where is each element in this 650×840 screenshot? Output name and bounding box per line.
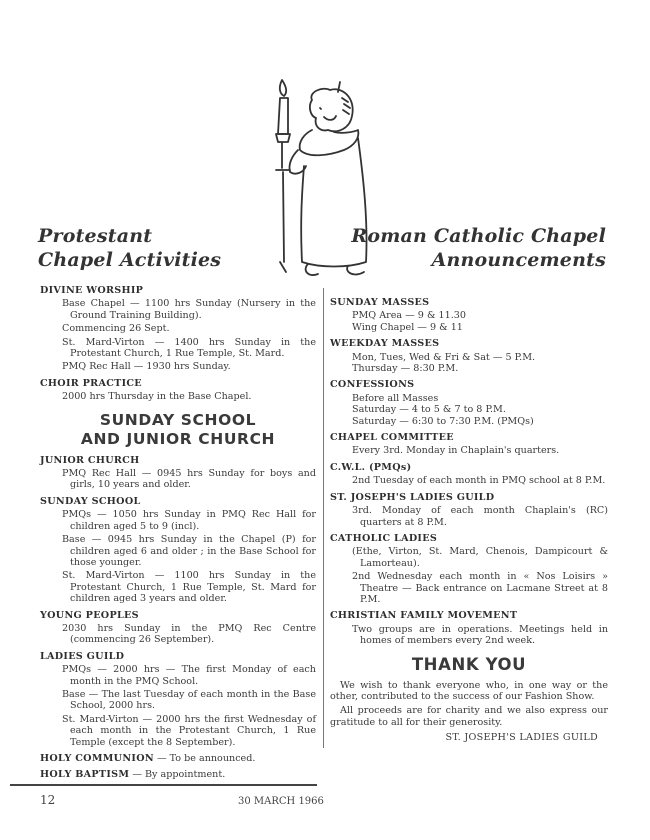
- sunday-school-heading: SUNDAY SCHOOL: [40, 495, 141, 507]
- sunday-school-title-line2: AND JUNIOR CHURCH: [80, 429, 276, 448]
- sunday-school-title: [40, 411, 316, 449]
- cfm-heading: CHRISTIAN FAMILY MOVEMENT: [330, 610, 518, 622]
- list-item: Base Chapel — 1100 hrs Sunday (Nursery in the Ground Training Building).: [62, 298, 316, 321]
- list-item: 2nd Tuesday of each month in PMQ school at 8 P.M.: [352, 475, 606, 487]
- holy-baptism-line: [40, 769, 316, 780]
- list-item: Commencing 26 Sept.: [62, 323, 170, 335]
- catholic-title-line2: Announcements: [431, 249, 606, 271]
- holy-communion-heading: HOLY COMMUNION: [40, 753, 154, 764]
- list-item: PMQs — 1050 hrs Sunday in PMQ Rec Hall for children aged 5 to 9 (incl).: [62, 509, 316, 532]
- monk-head: [310, 89, 353, 132]
- holy-baptism-text: — By appointment.: [129, 769, 226, 781]
- list-item: St. Mard-Virton — 2000 hrs the first Wednesday of each month in the Protestant Church, 1 Rue Temple (except the 8 September).: [62, 713, 316, 748]
- list-item: (Ethe, Virton, St. Mard, Chenois, Dampicourt & Lamorteau).: [352, 546, 608, 569]
- st-josephs-heading: ST. JOSEPH'S LADIES GUILD: [330, 491, 495, 503]
- list-item: St. Mard-Virton — 1100 hrs Sunday in the Protestant Church, 1 Rue Temple, St. Mard for children aged 3 years and older.: [62, 570, 316, 605]
- thank-you-heading: THANK YOU: [411, 654, 527, 674]
- list-item: St. Mard-Virton — 1400 hrs Sunday in the Protestant Church, 1 Rue Temple, St. Mard.: [62, 336, 316, 360]
- monk-hair: [338, 82, 350, 114]
- list-item: Wing Chapel — 9 & 11: [352, 321, 463, 333]
- list-item: Base — The last Tuesday of each month in the Base School, 2000 hrs.: [62, 688, 316, 712]
- list-item: Thursday — 8:30 P.M.: [352, 363, 459, 375]
- list-item: Saturday — 6:30 to 7:30 P.M. (PMQs): [352, 415, 534, 427]
- footer-rule: [10, 784, 317, 786]
- thank-you-paragraph: We wish to thank everyone who, in one way or the other, contributed to the success of our Fashion Show.: [330, 679, 608, 702]
- protestant-title: [38, 224, 221, 272]
- list-item: 2nd Wednesday each month in « Nos Loisirs » Theatre — Back entrance on Lacmane Street at 8 P.M.: [352, 571, 608, 605]
- protestant-title-line1: Protestant: [38, 225, 153, 247]
- holy-communion-line: [40, 753, 316, 764]
- list-item: Saturday — 4 to 5 & 7 to 8 P.M.: [352, 404, 506, 416]
- cwl-heading: C.W.L. (PMQs): [330, 461, 412, 473]
- holy-communion-text: — To be announced.: [153, 753, 256, 764]
- catholic-column: [330, 292, 608, 744]
- list-item: 2000 hrs Thursday in the Base Chapel.: [62, 391, 252, 403]
- sunday-masses-heading: SUNDAY MASSES: [330, 297, 430, 308]
- column-divider: [323, 288, 324, 748]
- candlestick: [276, 134, 290, 272]
- list-item: 3rd. Monday of each month Chaplain's (RC) quarters at 8 P.M.: [352, 505, 608, 528]
- catholic-title-line1: Roman Catholic Chapel: [351, 225, 606, 247]
- candle: [278, 98, 288, 134]
- list-item: Every 3rd. Monday in Chaplain's quarters.: [352, 445, 560, 457]
- protestant-column: [40, 280, 316, 781]
- sunday-school-title-line1: SUNDAY SCHOOL: [99, 410, 257, 429]
- issue-date: 30 MARCH 1966: [238, 796, 324, 807]
- list-item: PMQ Area — 9 & 11.30: [352, 310, 467, 322]
- candle-flame: [280, 80, 286, 96]
- choir-practice-heading: CHOIR PRACTICE: [40, 377, 142, 389]
- list-item: 2030 hrs Sunday in the PMQ Rec Centre (commencing 26 September).: [62, 622, 316, 646]
- young-peoples-heading: YOUNG PEOPLES: [40, 609, 139, 621]
- page-number: 12: [40, 793, 56, 807]
- junior-church-heading: JUNIOR CHURCH: [40, 454, 140, 466]
- list-item: Mon, Tues, Wed & Fri & Sat — 5 P.M.: [352, 351, 536, 363]
- divine-worship-heading: DIVINE WORSHIP: [40, 285, 144, 296]
- list-item: PMQ Rec Hall — 0945 hrs Sunday for boys and girls, 10 years and older.: [62, 468, 316, 491]
- thank-you-paragraph: All proceeds are for charity and we also express our gratitude to all for their generosity.: [330, 705, 608, 728]
- confessions-heading: CONFESSIONS: [330, 379, 415, 391]
- list-item: Before all Masses: [352, 392, 439, 404]
- chapel-committee-heading: CHAPEL COMMITTEE: [330, 432, 454, 444]
- thank-you-signature: ST. JOSEPH'S LADIES GUILD: [445, 732, 598, 744]
- catholic-ladies-heading: CATHOLIC LADIES: [330, 532, 438, 544]
- catholic-title: [351, 224, 606, 272]
- weekday-masses-heading: WEEKDAY MASSES: [330, 338, 440, 350]
- holy-baptism-heading: HOLY BAPTISM: [40, 769, 130, 781]
- list-item: Base — 0945 hrs Sunday in the Chapel (P) for children aged 6 and older ; in the Base School for those younger.: [62, 534, 316, 568]
- protestant-title-line2: Chapel Activities: [38, 249, 222, 271]
- ladies-guild-heading: LADIES GUILD: [40, 650, 125, 662]
- list-item: PMQ Rec Hall — 1930 hrs Sunday.: [62, 361, 231, 373]
- monk-face: [320, 108, 336, 120]
- list-item: PMQs — 2000 hrs — The first Monday of each month in the PMQ School.: [62, 664, 316, 687]
- list-item: Two groups are in operations. Meetings held in homes of members every 2nd week.: [352, 623, 608, 647]
- monk-hood: [300, 130, 359, 155]
